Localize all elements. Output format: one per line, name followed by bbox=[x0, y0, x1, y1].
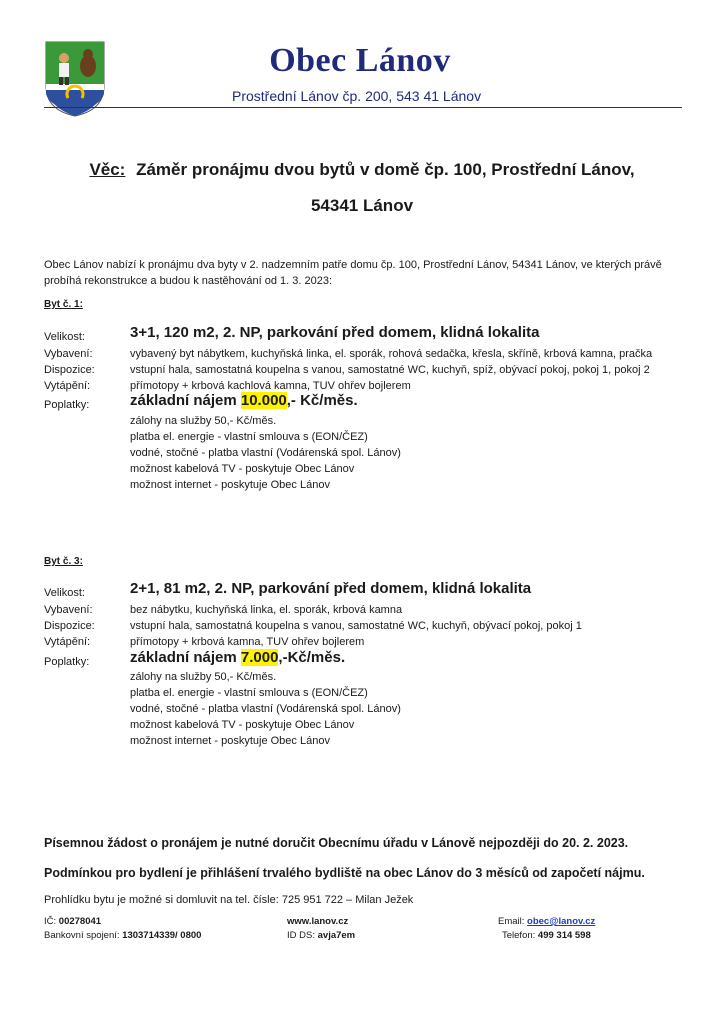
viewing-contact: Prohlídku bytu je možné si domluvit na tel. čísle: 725 951 722 – Milan Ježek bbox=[44, 894, 414, 906]
rent-prefix: základní nájem bbox=[130, 392, 241, 409]
fees-label: Poplatky: bbox=[44, 399, 90, 411]
fees-label: Poplatky: bbox=[44, 656, 90, 668]
layout-label: Dispozice: bbox=[44, 364, 95, 376]
flat-3-heading: Byt č. 3: bbox=[44, 556, 83, 567]
bank-label: Bankovní spojení: bbox=[44, 930, 123, 941]
flat-3-extra: platba el. energie - vlastní smlouva s (EON/ČEZ) bbox=[130, 687, 368, 699]
rent-amount: 10.000 bbox=[240, 392, 287, 409]
rent-amount: 7.000 bbox=[240, 649, 279, 666]
ic-value: 00278041 bbox=[58, 916, 102, 927]
flat-1-extra: zálohy na služby 50,- Kč/měs. bbox=[130, 415, 277, 427]
email-label: Email: bbox=[498, 916, 528, 927]
flat-1-extra: vodné, stočné - platba vlastní (Vodárenská spol. Lánov) bbox=[130, 447, 401, 459]
footer-ic bbox=[44, 916, 101, 927]
residence-requirement-notice: Podmínkou pro bydlení je přihlášení trvalého bydliště na obec Lánov do 3 měsíců od započetí nájmu. bbox=[44, 866, 645, 880]
subject-text: Záměr pronájmu dvou bytů v domě čp. 100, Prostřední Lánov, bbox=[136, 160, 635, 179]
flat-3-extra: možnost kabelová TV - poskytuje Obec Lánov bbox=[130, 719, 355, 731]
layout-value: vstupní hala, samostatná koupelna s vanou, samostatné WC, kuchyň, obývací pokoj, pokoj 1 bbox=[130, 620, 582, 632]
size-value: 3+1, 120 m2, 2. NP, parkování před domem, klidná lokalita bbox=[130, 324, 540, 341]
phone-label: Telefon: bbox=[502, 930, 538, 941]
rent-prefix: základní nájem bbox=[130, 649, 241, 666]
rent-suffix: ,- Kč/měs. bbox=[286, 392, 358, 409]
footer-data-box bbox=[287, 930, 355, 941]
application-deadline-notice: Písemnou žádost o pronájem je nutné doručit Obecnímu úřadu v Lánově nejpozději do 20. 2. 2023. bbox=[44, 836, 629, 850]
size-value: 2+1, 81 m2, 2. NP, parkování před domem, klidná lokalita bbox=[130, 580, 532, 597]
municipality-title: Obec Lánov bbox=[269, 42, 451, 79]
equipment-value: bez nábytku, kuchyňská linka, el. sporák, krbová kamna bbox=[130, 604, 403, 616]
phone-value: 499 314 598 bbox=[537, 930, 591, 941]
layout-label: Dispozice: bbox=[44, 620, 95, 632]
rent-value bbox=[130, 650, 345, 666]
size-label: Velikost: bbox=[44, 331, 85, 343]
subject-line-1 bbox=[40, 160, 684, 180]
equipment-label: Vybavení: bbox=[44, 604, 93, 616]
ds-value: avja7em bbox=[317, 930, 356, 941]
rent-value bbox=[130, 393, 358, 409]
header-divider bbox=[44, 107, 682, 108]
layout-value: vstupní hala, samostatná koupelna s vanou, samostatné WC, kuchyň, spíž, obývací pokoj, pokoj 1, pokoj 2 bbox=[130, 364, 650, 376]
footer-website[interactable] bbox=[287, 916, 348, 927]
intro-paragraph: Obec Lánov nabízí k pronájmu dva byty v 2. nadzemním patře domu čp. 100, Prostřední Lánov, 54341 Lánov, ve kterých právě probíhá rekonstrukce a budou k nastěhování od 1. 3. 2023: bbox=[44, 259, 662, 287]
subject-lead: Věc: bbox=[89, 160, 126, 179]
heating-label: Vytápění: bbox=[44, 380, 91, 392]
flat-3-extra: vodné, stočné - platba vlastní (Vodárenská spol. Lánov) bbox=[130, 703, 401, 715]
ds-label: ID DS: bbox=[287, 930, 318, 941]
footer-phone bbox=[502, 930, 591, 941]
heating-value: přímotopy + krbová kamna, TUV ohřev bojlerem bbox=[130, 636, 365, 648]
subject-line-2: 54341 Lánov bbox=[310, 196, 414, 215]
size-label: Velikost: bbox=[44, 587, 85, 599]
flat-1-extra: platba el. energie - vlastní smlouva s (EON/ČEZ) bbox=[130, 431, 368, 443]
website-link[interactable]: www.lanov.cz bbox=[287, 916, 349, 927]
rent-suffix: ,-Kč/měs. bbox=[278, 649, 346, 666]
flat-3-extra: možnost internet - poskytuje Obec Lánov bbox=[130, 735, 330, 747]
flat-1-extra: možnost internet - poskytuje Obec Lánov bbox=[130, 479, 330, 491]
heating-value: přímotopy + krbová kachlová kamna, TUV ohřev bojlerem bbox=[130, 380, 411, 392]
flat-3-extra: zálohy na služby 50,- Kč/měs. bbox=[130, 671, 277, 683]
equipment-label: Vybavení: bbox=[44, 348, 93, 360]
footer-bank bbox=[44, 930, 201, 941]
municipality-address: Prostřední Lánov čp. 200, 543 41 Lánov bbox=[232, 88, 482, 104]
email-link[interactable]: obec@lanov.cz bbox=[527, 916, 596, 927]
footer-email bbox=[498, 916, 595, 927]
ic-label: IČ: bbox=[44, 916, 59, 927]
equipment-value: vybavený byt nábytkem, kuchyňská linka, el. sporák, rohová sedačka, křesla, skříně, krbová kamna, pračka bbox=[130, 348, 653, 360]
flat-1-extra: možnost kabelová TV - poskytuje Obec Lánov bbox=[130, 463, 355, 475]
flat-1-heading: Byt č. 1: bbox=[44, 299, 83, 310]
heating-label: Vytápění: bbox=[44, 636, 91, 648]
bank-value: 1303714339/ 0800 bbox=[122, 930, 202, 941]
